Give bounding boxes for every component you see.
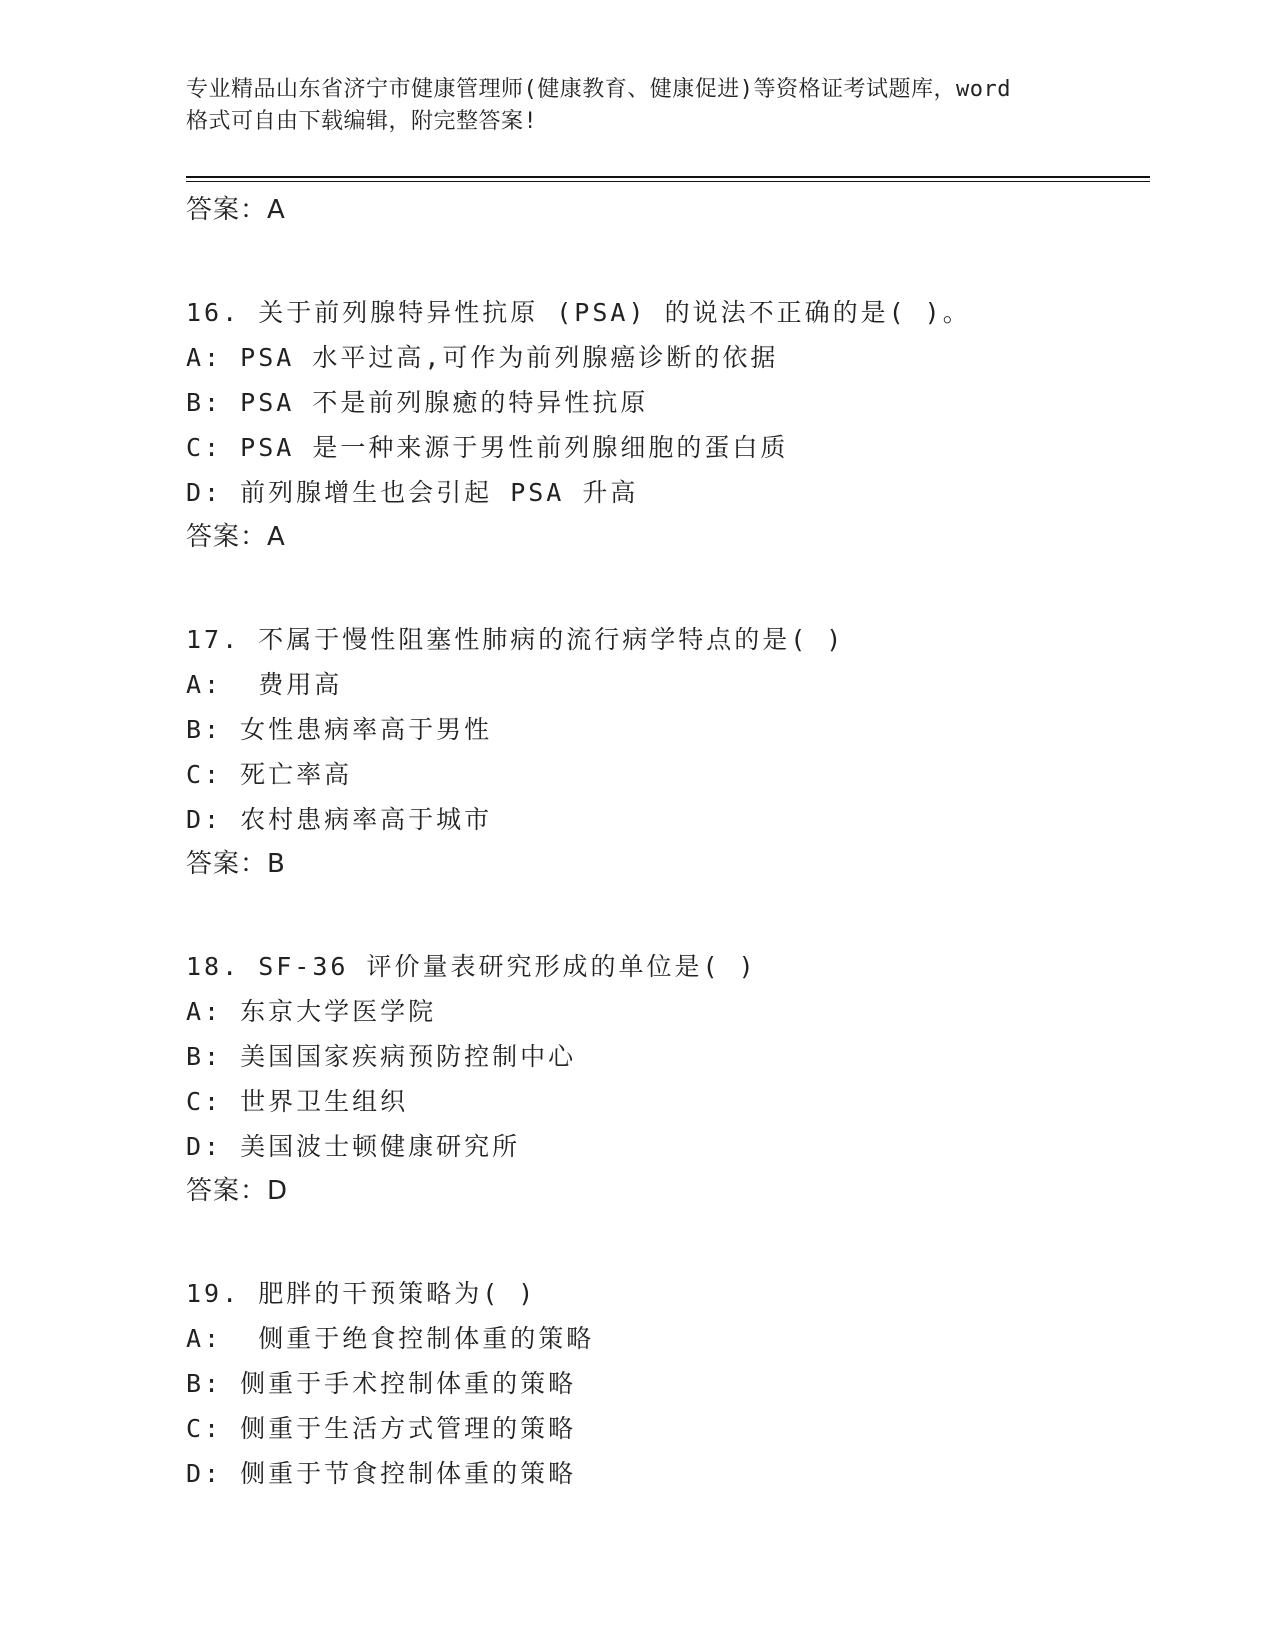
option-d: D: 美国波士顿健康研究所 bbox=[186, 1132, 521, 1161]
header-divider-thick bbox=[186, 176, 1150, 178]
option-a: A: 费用高 bbox=[186, 670, 343, 699]
option-d: D: 农村患病率高于城市 bbox=[186, 805, 493, 834]
option-c: C: PSA 是一种来源于男性前列腺细胞的蛋白质 bbox=[186, 433, 789, 462]
question-text: 16. 关于前列腺特异性抗原 (PSA) 的说法不正确的是( )。 bbox=[186, 298, 971, 327]
answer-line: 答案：B bbox=[186, 849, 286, 879]
option-a: A: PSA 水平过高,可作为前列腺癌诊断的依据 bbox=[186, 343, 779, 372]
option-c: C: 侧重于生活方式管理的策略 bbox=[186, 1414, 577, 1443]
spacer bbox=[186, 232, 1150, 290]
option-a: A: 侧重于绝食控制体重的策略 bbox=[186, 1324, 595, 1353]
question-block-16 bbox=[186, 290, 1150, 559]
question-block-18 bbox=[186, 944, 1150, 1213]
spacer bbox=[186, 559, 1150, 617]
option-b: B: 侧重于手术控制体重的策略 bbox=[186, 1369, 577, 1398]
option-c: C: 死亡率高 bbox=[186, 760, 353, 789]
answer-line: 答案：A bbox=[186, 522, 286, 552]
spacer bbox=[186, 886, 1150, 944]
header-divider-thin bbox=[186, 181, 1150, 182]
option-b: B: PSA 不是前列腺癒的特异性抗原 bbox=[186, 388, 649, 417]
answer-line: 答案：D bbox=[186, 1176, 289, 1206]
header-line-2: 格式可自由下载编辑，附完整答案! bbox=[186, 109, 538, 134]
question-block-19 bbox=[186, 1271, 1150, 1496]
page-header bbox=[186, 74, 1086, 138]
question-list bbox=[186, 188, 1150, 1496]
option-d: D: 侧重于节食控制体重的策略 bbox=[186, 1459, 577, 1488]
option-b: B: 美国国家疾病预防控制中心 bbox=[186, 1042, 577, 1071]
spacer bbox=[186, 1213, 1150, 1271]
question-text: 19. 肥胖的干预策略为( ) bbox=[186, 1279, 537, 1308]
option-d: D: 前列腺增生也会引起 PSA 升高 bbox=[186, 478, 639, 507]
answer-line-prev: 答案：A bbox=[186, 195, 286, 225]
option-b: B: 女性患病率高于男性 bbox=[186, 715, 493, 744]
question-text: 18. SF-36 评价量表研究形成的单位是( ) bbox=[186, 952, 757, 981]
question-block-17 bbox=[186, 617, 1150, 886]
question-text: 17. 不属于慢性阻塞性肺病的流行病学特点的是( ) bbox=[186, 625, 845, 654]
header-line-1: 专业精品山东省济宁市健康管理师(健康教育、健康促进)等资格证考试题库，word bbox=[186, 77, 1011, 102]
option-c: C: 世界卫生组织 bbox=[186, 1087, 409, 1116]
option-a: A: 东京大学医学院 bbox=[186, 997, 437, 1026]
